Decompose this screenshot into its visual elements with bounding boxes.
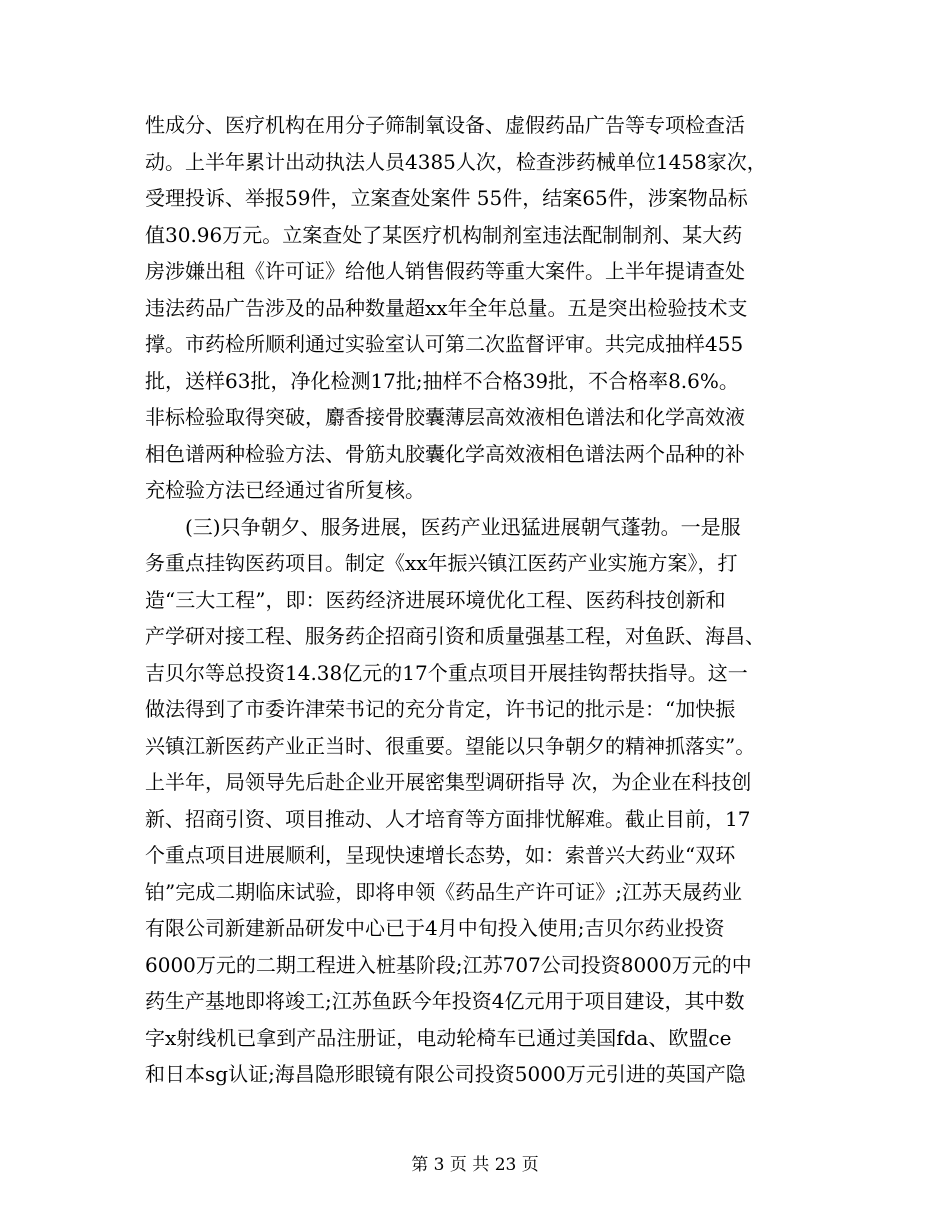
text-line: 非标检验取得突破，麝香接骨胶囊薄层高效液相色谱法和化学高效液 — [145, 405, 745, 429]
text-line: 违法药品广告涉及的品种数量超xx年全年总量。五是突出检验技术支 — [145, 295, 748, 320]
text-line: 字x射线机已拿到产品注册证，电动轮椅车已通过美国fda、欧盟ce — [145, 1025, 732, 1050]
text-line: 务重点挂钩医药项目。制定《xx年振兴镇江医药产业实施方案》，打 — [145, 551, 738, 575]
text-line: 6000万元的二期工程进入桩基阶段;江苏707公司投资8000万元的中 — [145, 952, 752, 977]
text-line: 动。上半年累计出动执法人员4385人次，检查涉药械单位1458家次， — [145, 149, 767, 174]
text-line: 批，送样63批，净化检测17批;抽样不合格39批，不合格率8.6%。 — [145, 368, 739, 393]
text-line: 房涉嫌出租《许可证》给他人销售假药等重大案件。上半年提请查处 — [145, 259, 745, 283]
text-line: 造“三大工程”，即：医药经济进展环境优化工程、医药科技创新和 — [145, 587, 726, 612]
text-line: 受理投诉、举报59件，立案查处案件 55件，结案65件，涉案物品标 — [145, 186, 748, 210]
page-footer: 第 3 页 共 23 页 — [411, 1155, 539, 1175]
text-line: 性成分、医疗机构在用分子筛制氧设备、虚假药品广告等专项检查活 — [145, 113, 745, 137]
text-line: 上半年，局领导先后赴企业开展密集型调研指导 次，为企业在科技创 — [145, 770, 752, 794]
text-line: 药生产基地即将竣工;江苏鱼跃今年投资4亿元用于项目建设，其中数 — [145, 989, 745, 1013]
text-line: 有限公司新建新品研发中心已于4月中旬投入使用;吉贝尔药业投资 — [145, 916, 725, 940]
text-line: 产学研对接工程、服务药企招商引资和质量强基工程，对鱼跃、海昌、 — [145, 624, 765, 648]
body-text — [145, 107, 815, 1093]
text-line: 吉贝尔等总投资14.38亿元的17个重点项目开展挂钩帮扶指导。这一 — [145, 660, 748, 685]
text-line: 值30.96万元。立案查处了某医疗机构制剂室违法配制制剂、某大药 — [145, 222, 743, 247]
text-line: 和日本sg认证;海昌隐形眼镜有限公司投资5000万元引进的英国产隐 — [145, 1062, 746, 1086]
text-line: (三)只争朝夕、服务进展，医药产业迅猛进展朝气蓬勃。一是服 — [185, 514, 741, 539]
text-line: 铂”完成二期临床试验，即将申领《药品生产许可证》;江苏天晟药业 — [145, 879, 742, 904]
text-line: 兴镇江新医药产业正当时、很重要。望能以只争朝夕的精神抓落实”。 — [145, 733, 756, 758]
text-line: 个重点项目进展顺利，呈现快速增长态势，如：索普兴大药业“双环 — [145, 843, 736, 867]
text-line: 做法得到了市委许津荣书记的充分肯定，许书记的批示是：“加快振 — [145, 697, 736, 721]
text-line: 撑。市药检所顺利通过实验室认可第二次监督评审。共完成抽样455 — [145, 332, 744, 356]
text-line: 充检验方法已经通过省所复核。 — [145, 478, 425, 502]
text-line: 相色谱两种检验方法、骨筋丸胶囊化学高效液相色谱法两个品种的补 — [145, 441, 745, 466]
text-line: 新、招商引资、项目推动、人才培育等方面排忧解难。截止目前，17 — [145, 806, 751, 831]
